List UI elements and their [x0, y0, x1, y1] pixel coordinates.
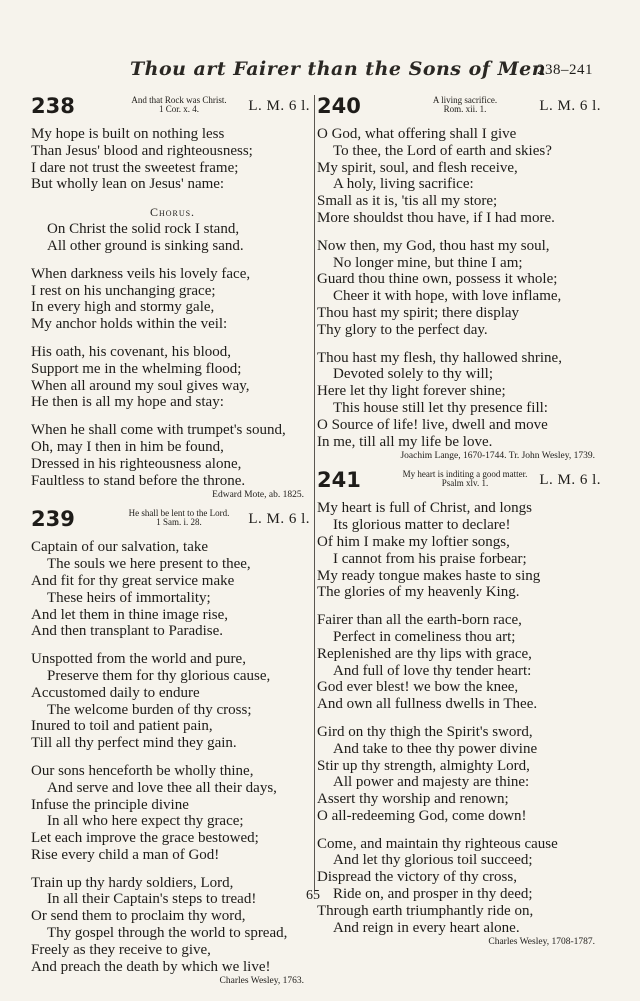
verse-line: Assert thy worship and renown;	[317, 791, 509, 808]
verse-line: When he shall come with trumpet's sound,	[31, 422, 286, 439]
verse-line: And full of love thy tender heart:	[333, 662, 532, 679]
stanza	[31, 126, 314, 193]
scripture-text: My heart is inditing a good matter.	[402, 469, 528, 480]
stanza	[31, 763, 314, 864]
verse-line: Replenished are thy lips with grace,	[317, 645, 532, 662]
verse-line: The welcome burden of thy cross;	[47, 701, 252, 718]
hymn-240	[317, 94, 605, 462]
verse-line: Support me in the whelming flood;	[31, 360, 242, 377]
author-attribution: Charles Wesley, 1763.	[219, 976, 304, 987]
scripture-text: And that Rock was Christ.	[131, 95, 227, 105]
verse-line: Its glorious matter to declare!	[333, 517, 511, 534]
verse-line: And serve and love thee all their days,	[47, 779, 277, 796]
scripture-reference	[109, 96, 249, 114]
verse-line: On Christ the solid rock I stand,	[47, 221, 240, 238]
verse-line: God ever blest! we bow the knee,	[317, 679, 519, 696]
left-column	[31, 94, 314, 993]
verse-line: And let them in thine image rise,	[31, 606, 229, 623]
hymn-header	[31, 507, 314, 539]
stanza	[31, 204, 314, 255]
verse-line: No longer mine, but thine I am;	[333, 254, 523, 271]
hymn-238	[31, 94, 314, 501]
scripture-citation: Rom. xii. 1.	[443, 104, 487, 114]
verse-line: Small as it is, 'tis all my store;	[317, 193, 498, 210]
verse-line: He then is all my hope and stay:	[31, 394, 224, 411]
verse-line: And own all fullness dwells in Thee.	[317, 696, 538, 713]
stanza	[317, 612, 605, 713]
column-divider	[314, 95, 315, 890]
verse-line: In all their Captain's steps to tread!	[47, 891, 257, 908]
stanza	[31, 651, 314, 752]
hymn-number: 238	[31, 94, 75, 118]
verse-line: Cheer it with hope, with love inflame,	[333, 288, 562, 305]
verse-line: This house still let thy presence fill:	[333, 399, 548, 416]
verse-line: Ride on, and prosper in thy deed;	[333, 886, 533, 903]
verse-line: Thou hast my flesh, thy hallowed shrine,	[317, 349, 562, 366]
verse-line: Devoted solely to thy will;	[333, 366, 493, 383]
hymn-239	[31, 507, 314, 987]
page-number: 65	[306, 888, 320, 903]
stanza	[31, 875, 314, 976]
verse-line: The glories of my heavenly King.	[317, 584, 520, 601]
verse-line: Till all thy perfect mind they gain.	[31, 735, 237, 752]
running-title: Thou art Fairer than the Sons of Men	[130, 58, 547, 80]
verse-line: Thy glory to the perfect day.	[317, 321, 488, 338]
verse-line: But wholly lean on Jesus' name:	[31, 176, 225, 193]
hymn-number: 241	[317, 468, 361, 493]
verse-line: Our sons henceforth be wholly thine,	[31, 762, 254, 779]
verse-line: Perfect in comeliness thou art;	[333, 628, 516, 645]
verse-line: Through earth triumphantly ride on,	[317, 902, 534, 919]
scripture-citation: 1 Sam. i. 28.	[156, 517, 202, 528]
verse-line: Or send them to proclaim thy word,	[31, 908, 246, 925]
verse-line: And preach the death by which we live!	[31, 958, 271, 975]
verse-line: Preserve them for thy glorious cause,	[47, 667, 271, 684]
stanza	[31, 539, 314, 640]
hymn-241	[317, 468, 605, 948]
verse-line: My ready tongue makes haste to sing	[317, 567, 541, 584]
verse-line: Faultless to stand before the throne.	[31, 472, 246, 489]
verse-line: To thee, the Lord of earth and skies?	[333, 142, 552, 159]
verse-line: And fit for thy great service make	[31, 572, 235, 589]
hymn-header	[31, 94, 314, 126]
verse-line: Stir up thy strength, almighty Lord,	[317, 757, 530, 774]
verse-line: Dispread the victory of thy cross,	[317, 869, 517, 886]
stanza	[317, 238, 605, 339]
verse-line: And let thy glorious toil succeed;	[333, 852, 533, 869]
verse-line: More shouldst thou have, if I had more.	[317, 209, 555, 226]
verse-line: My heart is full of Christ, and longs	[317, 500, 532, 517]
verse-line: Thy gospel through the world to spread,	[47, 925, 288, 942]
verse-line: His oath, his covenant, his blood,	[31, 343, 231, 360]
verse-line: The souls we here present to thee,	[47, 556, 251, 573]
hymn-meter: L. M. 6 l.	[248, 511, 310, 528]
scripture-citation: 1 Cor. x. 4.	[158, 104, 199, 114]
author-attribution: Charles Wesley, 1708-1787.	[488, 937, 595, 948]
verse-line: I dare not trust the sweetest frame;	[31, 159, 239, 176]
scripture-text: He shall be lent to the Lord.	[128, 508, 230, 519]
verse-line: Than Jesus' blood and righteousness;	[31, 142, 253, 159]
verse-line: My anchor holds within the veil:	[31, 316, 228, 333]
stanza	[317, 126, 605, 227]
stanza	[317, 836, 605, 937]
author-attribution: Joachim Lange, 1670-1744. Tr. John Wesley, 1739.	[400, 451, 595, 462]
verse-line: All power and majesty are thine:	[333, 774, 530, 791]
verse-line: Train up thy hardy soldiers, Lord,	[31, 874, 234, 891]
verse-line: Guard thou thine own, possess it whole;	[317, 271, 558, 288]
hymn-header	[317, 94, 605, 126]
verse-line: My hope is built on nothing less	[31, 126, 225, 142]
scripture-reference	[109, 509, 249, 527]
scripture-reference	[395, 96, 535, 114]
scripture-reference	[395, 470, 535, 488]
stanza	[31, 344, 314, 411]
verse-line: In all who here expect thy grace;	[47, 813, 244, 830]
stanza	[317, 350, 605, 451]
verse-line: Gird on thy thigh the Spirit's sword,	[317, 723, 533, 740]
author-attribution: Edward Mote, ab. 1825.	[212, 490, 304, 501]
verse-line: Thou hast my spirit; there display	[317, 304, 520, 321]
verse-line: Come, and maintain thy righteous cause	[317, 835, 558, 852]
verse-line: When all around my soul gives way,	[31, 377, 250, 394]
verse-line: Infuse the principle divine	[31, 796, 189, 813]
stanza	[31, 266, 314, 333]
hymn-number: 239	[31, 507, 75, 532]
verse-line: In every high and stormy gale,	[31, 299, 215, 316]
scripture-citation: Psalm xlv. 1.	[441, 478, 489, 489]
right-column	[317, 94, 605, 954]
scripture-text: A living sacrifice.	[432, 95, 498, 105]
verse-line: O God, what offering shall I give	[317, 126, 517, 142]
verse-line: And then transplant to Paradise.	[31, 623, 224, 640]
stanza	[31, 422, 314, 489]
verse-line: Dressed in his righteousness alone,	[31, 455, 242, 472]
verse-line: My spirit, soul, and flesh receive,	[317, 159, 518, 176]
verse-line: Here let thy light forever shine;	[317, 383, 506, 400]
hymn-meter: L. M. 6 l.	[539, 472, 601, 489]
verse-line: Freely as they receive to give,	[31, 941, 211, 958]
verse-line: These heirs of immortality;	[47, 589, 211, 606]
verse-line: And reign in every heart alone.	[333, 919, 520, 936]
verse-line: Captain of our salvation, take	[31, 539, 209, 556]
verse-line: Rise every child a man of God!	[31, 846, 220, 863]
verse-line: Accustomed daily to endure	[31, 684, 200, 701]
hymn-meter: L. M. 6 l.	[539, 98, 601, 114]
verse-line: Now then, my God, thou hast my soul,	[317, 237, 550, 254]
hymn-header	[317, 468, 605, 500]
verse-line: I rest on his unchanging grace;	[31, 282, 216, 299]
verse-line: Unspotted from the world and pure,	[31, 651, 246, 668]
hymn-number: 240	[317, 94, 361, 118]
verse-line: I cannot from his praise forbear;	[333, 550, 527, 567]
hymn-range: 238–241	[537, 62, 593, 78]
verse-line: And take to thee thy power divine	[333, 740, 538, 757]
verse-line: Inured to toil and patient pain,	[31, 718, 213, 735]
verse-line: All other ground is sinking sand.	[47, 237, 244, 254]
verse-line: When darkness veils his lovely face,	[31, 265, 251, 282]
verse-line: A holy, living sacrifice:	[333, 176, 474, 193]
verse-line: In me, till all my life be love.	[317, 433, 493, 450]
verse-line: Of him I make my loftier songs,	[317, 533, 510, 550]
stanza	[317, 724, 605, 825]
stanza	[317, 500, 605, 601]
verse-line: Fairer than all the earth-born race,	[317, 612, 522, 629]
hymn-meter: L. M. 6 l.	[248, 98, 310, 114]
verse-line: Oh, may I then in him be found,	[31, 438, 224, 455]
verse-line: O all-redeeming God, come down!	[317, 807, 527, 824]
verse-line: Let each improve the grace bestowed;	[31, 830, 259, 847]
chorus-label: Chorus.	[149, 205, 196, 220]
verse-line: O Source of life! live, dwell and move	[317, 416, 548, 433]
